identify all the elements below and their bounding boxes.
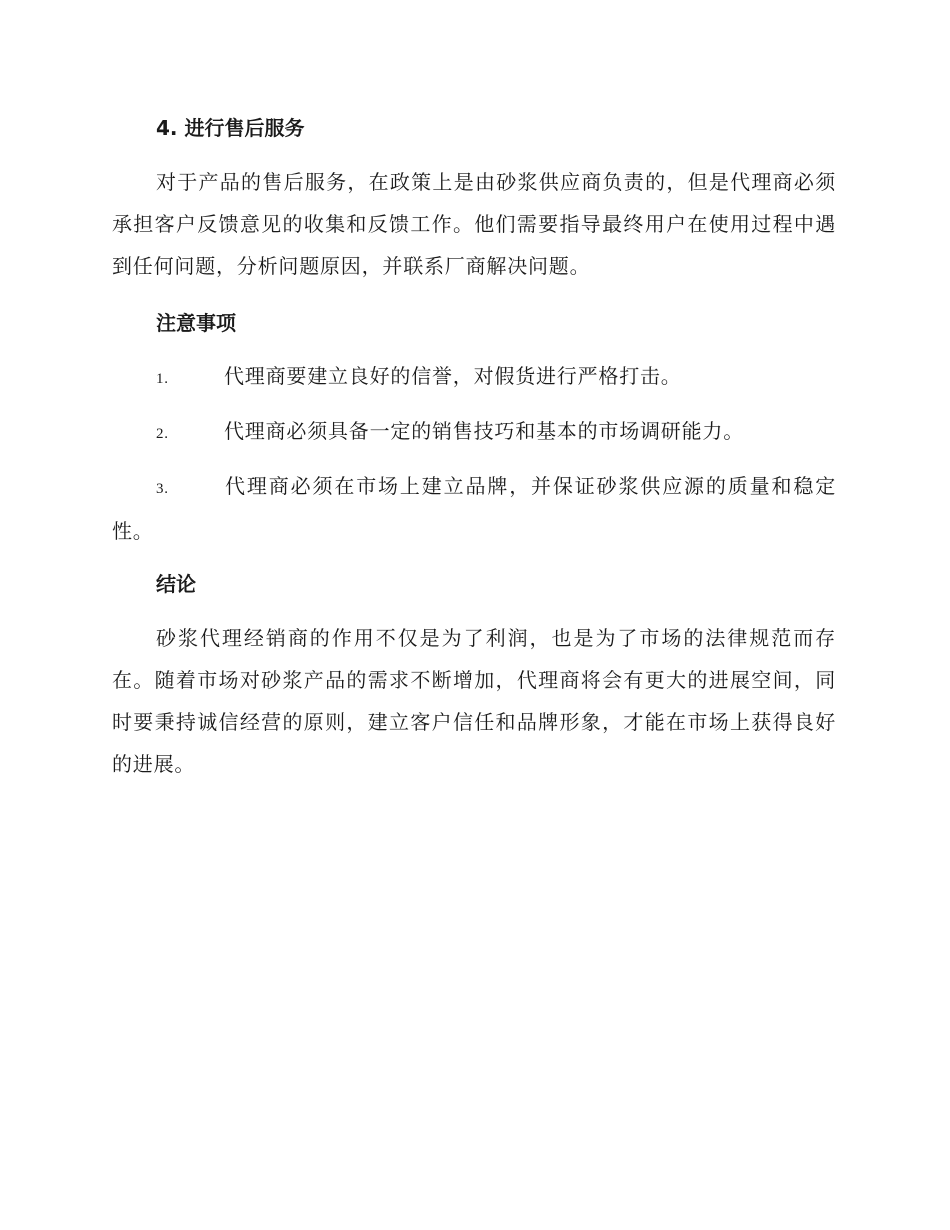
note-item (112, 410, 836, 455)
note-item-number: 3. (156, 481, 169, 497)
after-sales-paragraph: 对于产品的售后服务，在政策上是由砂浆供应商负责的，但是代理商必须承担客户反馈意见的收集和反馈工作。他们需要指导最终用户在使用过程中遇到任何问题，分析问题原因，并联系厂商解决问题。 (112, 170, 836, 278)
conclusion-paragraph: 砂浆代理经销商的作用不仅是为了利润，也是为了市场的法律规范而存在。随着市场对砂浆产品的需求不断增加，代理商将会有更大的进展空间，同时要秉持诚信经营的原则，建立客户信任和品牌形象，才能在市场上获得良好的进展。 (112, 626, 836, 776)
note-item-text: 代理商必须具备一定的销售技巧和基本的市场调研能力。 (224, 419, 744, 443)
note-item-text: 代理商必须在市场上建立品牌，并保证砂浆供应源的质量和稳定性。 (112, 474, 836, 543)
note-item-number: 2. (156, 426, 169, 442)
section-heading-conclusion: 结论 (156, 572, 196, 596)
note-item-number: 1. (156, 371, 169, 387)
note-item (112, 465, 836, 552)
section-heading-after-sales: 4. 进行售后服务 (156, 116, 305, 140)
section-heading-notes: 注意事项 (156, 311, 236, 335)
note-item-text: 代理商要建立良好的信誉，对假货进行严格打击。 (224, 364, 682, 388)
note-item (112, 355, 836, 400)
